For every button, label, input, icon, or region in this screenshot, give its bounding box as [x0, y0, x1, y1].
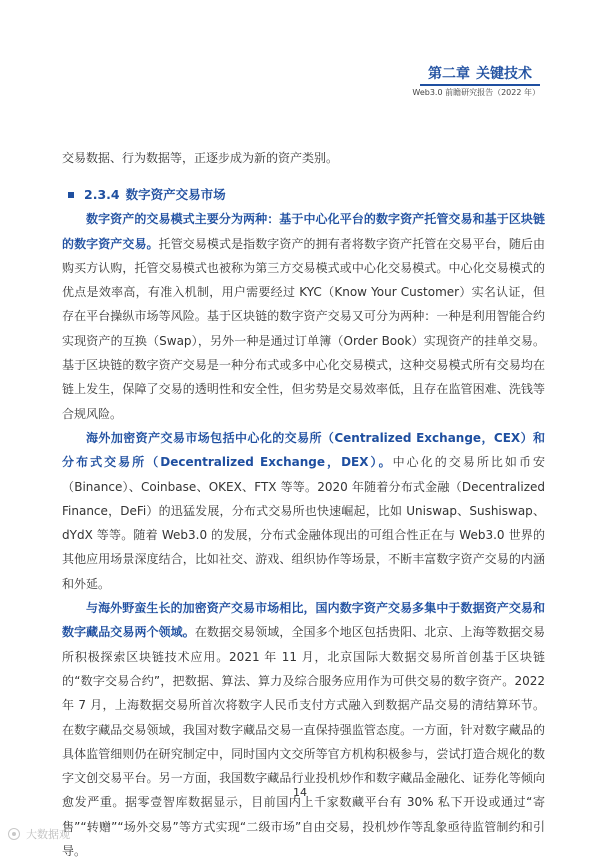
paragraph-3-body: 在数据交易领域，全国多个地区包括贵阳、北京、上海等数据交易所积极探索区块链技术应用。2021 年 11 月，北京国际大数据交易所首创基于区块链的“数字交易合约”，把数据、算法、算力及综合服务应用作为可供交易的数字资产。2022 年 7 月，上海数据交易所首次将数字人民币支付方式融入到数据产品交易的清结算环节。在数字藏品交易领域，我国对数字藏品交易一直保持强监管态度。一方面，针对数字藏品的具体监管细则仍在研究制定中，同时国内文交所等官方机构积极参与，尝试打造合规化的数字文创交易平台。另一方面，我国数字藏品行业投机炒作和数字藏品金融化、证券化等倾向愈发严重。据零壹智库数据显示，目前国内上千家数藏平台有 30% 私下开设或通过“寄售”“转赠”“场外交易”等方式实现“二级市场”自由交易，投机炒作等乱象亟待监管制约和引导。	[62, 625, 545, 859]
watermark-logo-icon	[8, 828, 20, 840]
paragraph-1-body: 托管交易模式是指数字资产的拥有者将数字资产托管在交易平台，随后由购买方认购，托管交易模式也被称为第三方交易模式或中心化交易模式。中心化交易模式的优点是效率高，有准入机制，用户需要经过 KYC（Know Your Customer）实名认证，但存在平台操纵市场等风险。基于区块链的数字资产交易又可分为两种：一种是利用智能合约实现资产的互换（Swap），另外一种是通过订单簿（Order Book）实现资产的挂单交易。基于区块链的数字资产交易是一种分布式或多中心化交易模式，这种交易模式所有交易均在链上发生，保障了交易的透明性和安全性，但劣势是交易效率低，且存在监管困难、洗钱等合规风险。	[62, 236, 545, 421]
chapter-number: 第二章	[428, 66, 470, 82]
square-bullet-icon	[68, 192, 74, 198]
page-number: 14	[293, 786, 307, 799]
section-heading	[62, 183, 545, 207]
chapter-topic: 关键技术	[476, 66, 532, 82]
chapter-title	[420, 64, 540, 86]
running-header	[340, 64, 540, 100]
page-body	[62, 146, 545, 863]
watermark-text: 大数据观	[26, 828, 70, 841]
paragraph-2-lead: 海外加密资产交易市场包括中心化的交易所（Centralized Exchange，CEX）和分布式交易所（Decentralized Exchange，DEX）。	[62, 430, 545, 470]
section-title: 数字资产交易市场	[125, 187, 226, 203]
section-number: 2.3.4	[84, 187, 120, 203]
paragraph-1	[62, 207, 545, 426]
watermark	[8, 826, 70, 842]
paragraph-3	[62, 596, 545, 863]
paragraph-2	[62, 426, 545, 596]
paragraph-2-body: 中心化的交易所比如币安（Binance）、Coinbase、OKEX、FTX 等等。2020 年随着分布式金融（Decentralized Finance，DeFi）的迅猛发展，分布式交易所也快速崛起，比如 Uniswap、Sushiswap、dYdX 等等。随着 Web3.0 的发展，分布式金融体现出的可组合性正在与 Web3.0 世界的其他应用场景深度结合，比如社交、游戏、组织协作等场景，不断丰富数字资产交易的内涵和外延。	[62, 455, 545, 591]
paragraph-continuation: 交易数据、行为数据等，正逐步成为新的资产类别。	[62, 151, 339, 165]
paragraph-1-lead: 数字资产的交易模式主要分为两种：基于中心化平台的数字资产托管交易和基于区块链的数字资产交易。	[62, 212, 545, 251]
paragraph-3-lead: 与海外野蛮生长的加密资产交易市场相比，国内数字资产交易多集中于数据资产交易和数字藏品交易两个领域。	[62, 601, 545, 640]
report-subtitle: Web3.0 前瞻研究报告（2022 年）	[412, 88, 540, 97]
